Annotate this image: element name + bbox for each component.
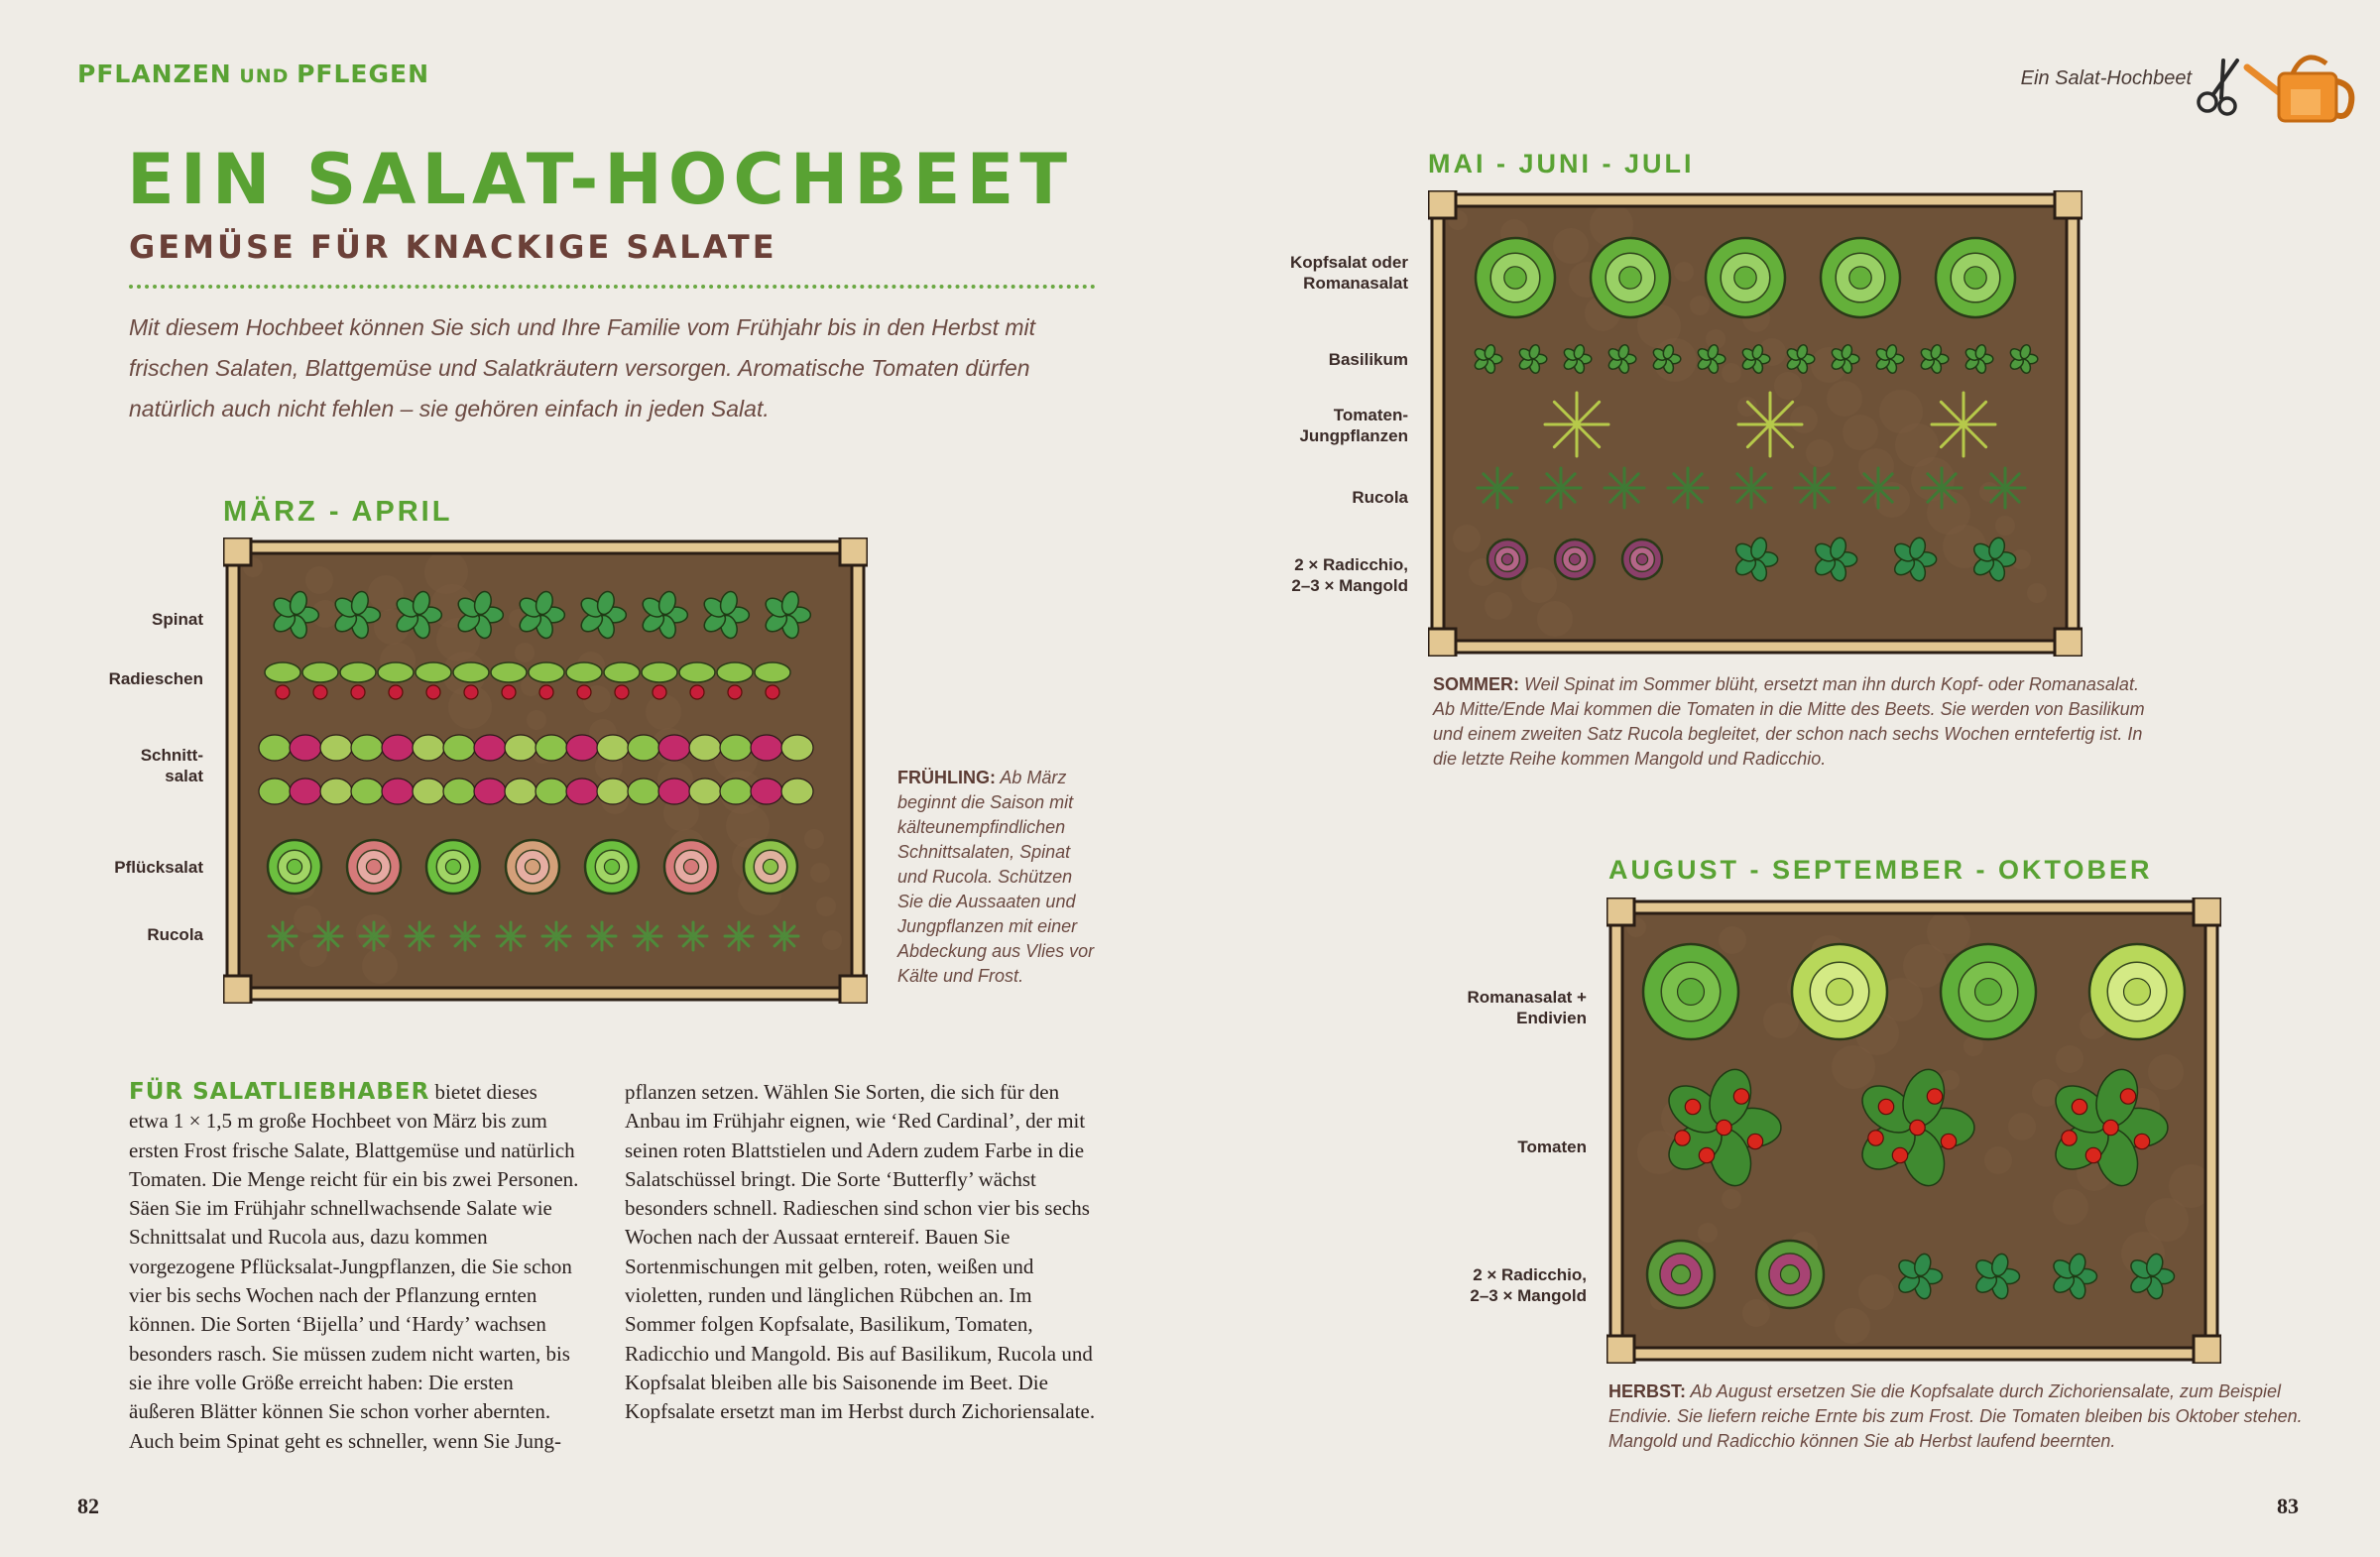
autumn-heading: AUGUST - SEPTEMBER - OKTOBER (1608, 855, 2153, 885)
autumn-caption (1608, 1379, 2322, 1454)
summer-row-label-basilikum: Basilikum (1328, 350, 1408, 369)
autumn-caption-text: Ab August ersetzen Sie die Kopfsalate durch Zichoriensalate, zum Beispiel Endivie. Sie liefern reiche Ernte bis zum Frost. Die Tomaten bleiben bis Oktober stehen. Mangold und Radicchio können Sie ab Herbst laufend beernten. (1608, 1381, 2303, 1451)
section-header (77, 60, 429, 88)
summer-row-label-tomaten: Tomaten- Jungpflanzen (1299, 406, 1408, 445)
summer-bed-illustration (1428, 190, 2082, 657)
summer-row-label-radicchio: 2 × Radicchio, 2–3 × Mangold (1291, 555, 1408, 595)
intro-paragraph: Mit diesem Hochbeet können Sie sich und Ihre Familie vom Frühjahr bis in den Herbst mit frischen Salaten, Blattgemüse und Salatkräutern versorgen. Aromatische Tomaten dürfen natürlich auch nicht fehlen – sie gehören einfach in jeden Salat. (129, 314, 1036, 421)
page-number-right: 83 (2277, 1494, 2299, 1518)
spring-row-label-spinat: Spinat (152, 610, 203, 629)
running-title: Ein Salat-Hochbeet (2020, 67, 2192, 89)
autumn-row-label-tomaten: Tomaten (1517, 1138, 1587, 1156)
spring-heading: MÄRZ - APRIL (223, 496, 453, 528)
autumn-caption-lead: HERBST: (1608, 1381, 1687, 1401)
spring-caption (897, 766, 1096, 989)
spring-row-label-pfluecksalat: Pflücksalat (114, 858, 203, 877)
body-column-1-text: bietet dieses etwa 1 × 1,5 m große Hochbeet von März bis zum ersten Frost frische Salate, Blattgemüse und natürlich Tomaten. Die Menge reicht für ein bis zwei Personen. Säen Sie im Frühjahr schnellwachsende Salate wie Schnittsalat und Rucola aus, dazu kommen vorgezogene Pflücksalat-Jungpflanzen, die Sie schon vier bis sechs Wochen nach der Pflanzung ernten können. Die Sorten ‘Bijella’ und ‘Hardy’ wachsen besonders rasch. Sie müssen zudem nicht warten, bis sie ihre volle Größe erreicht haben: Die ersten äußeren Blätter können Sie schon vorher abernten. Auch beim Spinat geht es schneller, wenn Sie Jung- (129, 1080, 579, 1453)
summer-heading: MAI - JUNI - JULI (1428, 149, 1695, 179)
page-title: EIN SALAT-HOCHBEET (127, 139, 1074, 220)
section-header-part1: PFLANZEN (77, 60, 232, 88)
spring-bed-illustration (223, 538, 868, 1004)
watering-can-icon (2243, 38, 2360, 127)
dotted-divider (129, 285, 1096, 289)
summer-row-label-kopfsalat: Kopfsalat oder Romanasalat (1289, 253, 1408, 293)
summer-row-label-rucola: Rucola (1352, 488, 1408, 507)
spring-row-label-schnittsalat: Schnitt- salat (140, 746, 203, 785)
autumn-bed-illustration (1606, 898, 2221, 1364)
scissors-icon (2194, 55, 2243, 116)
page-subtitle: GEMÜSE FÜR KNACKIGE SALATE (129, 228, 777, 266)
body-lead: FÜR SALATLIEBHABER (129, 1079, 430, 1105)
autumn-row-label-radicchio: 2 × Radicchio, 2–3 × Mangold (1470, 1265, 1587, 1305)
spring-row-label-radieschen: Radieschen (108, 669, 203, 688)
body-column-2: pflanzen setzen. Wählen Sie Sorten, die sich für den Anbau im Frühjahr eignen, wie ‘Red Cardinal’, der mit seinen roten Blattstielen und Adern zudem Farbe in die Salatschüssel bringt. Die Sorte ‘Butterfly’ wächst besonders schnell. Radieschen sind schon vier bis sechs Wochen nach der Aussaat erntereif. Bauen Sie Sortenmischungen mit gelben, roten, weißen und violetten, runden und länglichen Rübchen an. Im Sommer folgen Kopfsalate, Basilikum, Tomaten, Radicchio und Mangold. Bis auf Basilikum, Rucola und Kopfsalat bleiben alle bis Saisonende im Beet. Die Kopfsalate ersetzt man im Herbst durch Zichoriensalate. (625, 1080, 1096, 1424)
summer-caption (1433, 672, 2147, 772)
body-column-1 (129, 1078, 580, 1456)
section-header-part3: PFLEGEN (297, 60, 430, 88)
spring-row-label-rucola: Rucola (147, 925, 203, 944)
summer-caption-text: Weil Spinat im Sommer blüht, ersetzt man ihn durch Kopf- oder Romanasalat. Ab Mitte/Ende Mai kommen die Tomaten in die Mitte des Beets. Sie werden von Basilikum und einem zweiten Satz Rucola begleitet, der schon nach sechs Wochen erntefertig ist. In die letzte Reihe kommen Mangold und Radicchio. (1433, 674, 2145, 769)
spring-caption-lead: FRÜHLING: (897, 768, 996, 787)
section-header-part2: UND (231, 65, 298, 87)
spring-caption-text: Ab März beginnt die Saison mit kälteunempfindlichen Schnittsalaten, Spinat und Rucola. Schützen Sie die Aussaaten und Jungpflanzen mit einer Abdeckung aus Vlies vor Kälte und Frost. (897, 768, 1095, 986)
autumn-row-label-romanasalat: Romanasalat + Endivien (1467, 988, 1587, 1027)
page-number-left: 82 (77, 1494, 99, 1518)
summer-caption-lead: SOMMER: (1433, 674, 1519, 694)
